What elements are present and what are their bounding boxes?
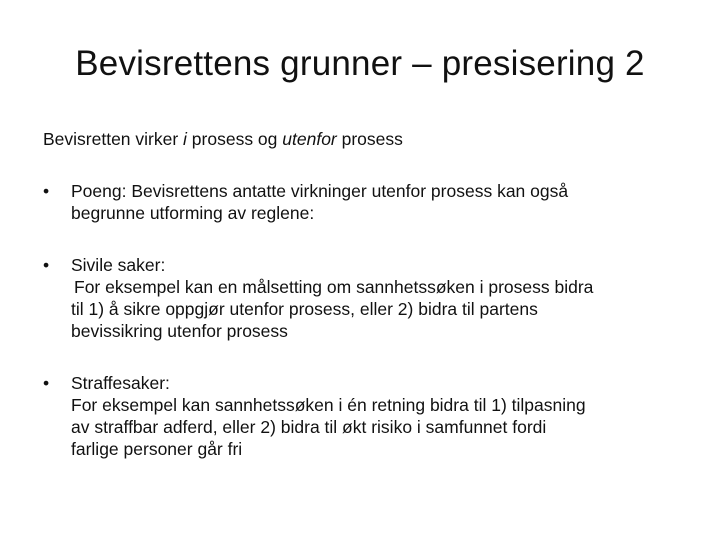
intro-text-1: Bevisretten virker: [43, 129, 184, 149]
bullet-line: For eksempel kan en målsetting om sannhetssøken i prosess bidra: [74, 277, 594, 297]
bullet-line: For eksempel kan sannhetssøken i én retning bidra til 1) tilpasning: [71, 395, 586, 415]
bullet-line: begrunne utforming av reglene:: [71, 203, 315, 223]
bullet-heading: Sivile saker:: [71, 255, 166, 275]
bullet-dot: •: [43, 255, 50, 275]
bullet-sivile-saker: [43, 254, 683, 342]
bullet-poeng: [43, 180, 683, 224]
bullet-line: farlige personer går fri: [71, 439, 243, 459]
bullet-line: til 1) å sikre oppgjør utenfor prosess, eller 2) bidra til partens: [71, 299, 538, 319]
intro-line: [43, 128, 683, 150]
intro-italic-i: i: [183, 129, 187, 149]
bullet-heading: Straffesaker:: [71, 373, 170, 393]
bullet-line: Poeng: Bevisrettens antatte virkninger utenfor prosess kan også: [71, 181, 569, 201]
bullet-straffesaker: [43, 372, 683, 460]
intro-italic-utenfor: utenfor: [282, 129, 337, 149]
bullet-dot: •: [43, 181, 50, 201]
intro-text-2: prosess og: [186, 129, 283, 149]
bullet-line: bevissikring utenfor prosess: [71, 321, 288, 341]
bullet-dot: •: [43, 373, 50, 393]
intro-text-3: prosess: [336, 129, 403, 149]
slide-title: Bevisrettens grunner – presisering 2: [75, 44, 645, 83]
slide-body: [43, 128, 683, 490]
bullet-line: av straffbar adferd, eller 2) bidra til økt risiko i samfunnet fordi: [71, 417, 547, 437]
